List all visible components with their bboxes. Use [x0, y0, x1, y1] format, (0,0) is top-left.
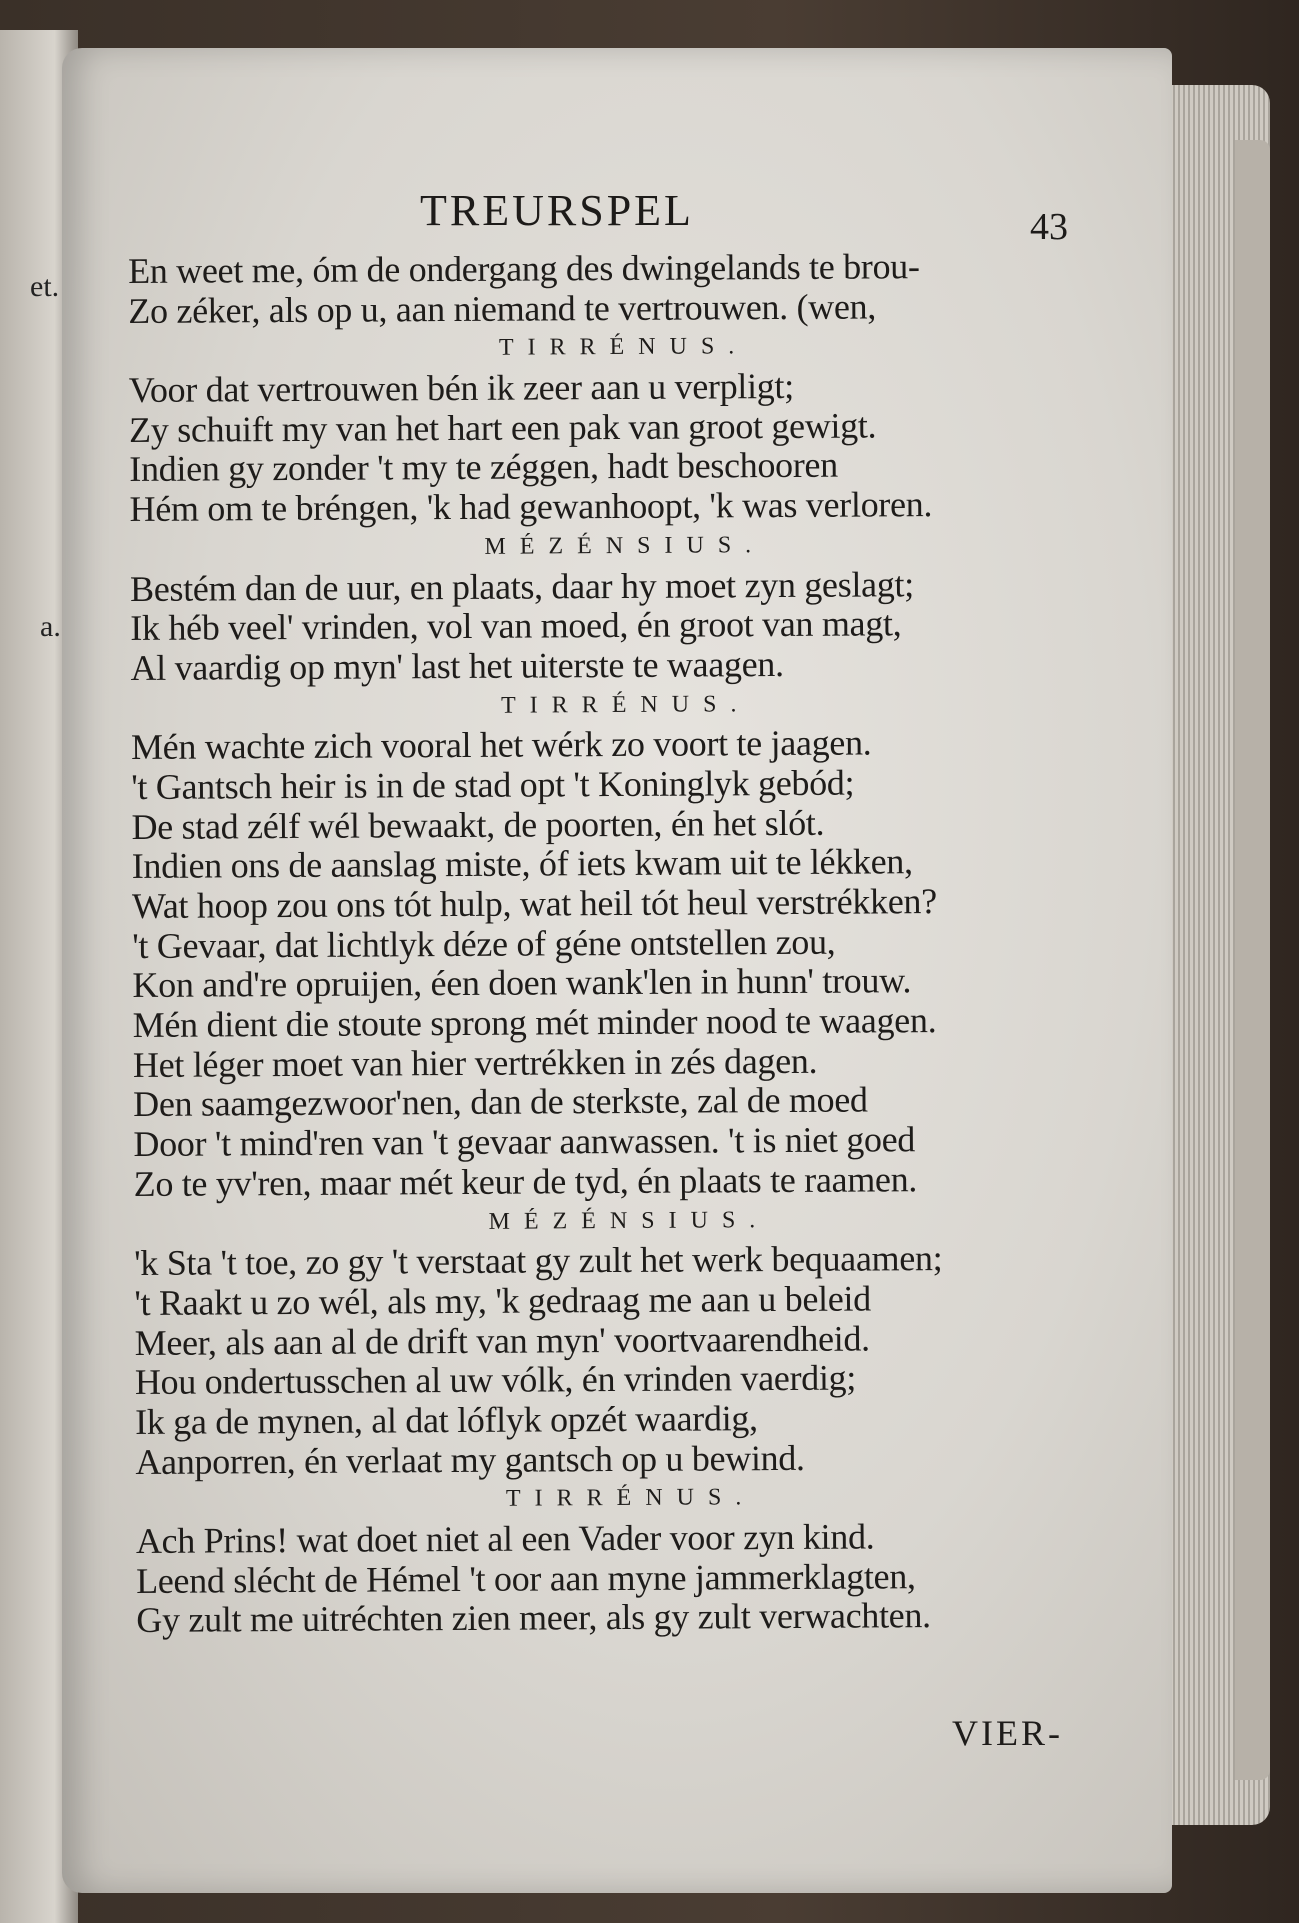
- verse-line: 't Gevaar, dat lichtlyk déze of géne ontstellen zou,: [132, 921, 836, 966]
- verse-line: En weet me, óm de ondergang des dwingelands te brou-: [127, 246, 920, 291]
- page-number: 43: [1030, 206, 1068, 248]
- left-page-fragment: et.: [30, 270, 60, 303]
- verse-line: De stad zélf wél bewaakt, de poorten, én het slót.: [131, 802, 825, 847]
- verse-line: 't Raakt u zo wél, als my, 'k gedraag me aan u beleid: [134, 1278, 872, 1323]
- verse-line: Zo te yv'ren, maar mét keur de tyd, én plaats te raamen.: [133, 1159, 918, 1204]
- left-page-fragment: a.: [40, 610, 61, 643]
- verse-line: Meer, als aan al de drift van myn' voortvaarendheid.: [134, 1318, 870, 1363]
- verse-line: 'k Sta 't toe, zo gy 't verstaat gy zult het werk bequaamen;: [134, 1238, 943, 1284]
- verse-line: Hou ondertusschen al uw vólk, én vrinden vaerdig;: [134, 1357, 857, 1403]
- verse-line: Mén dient die stoute sprong mét minder nood te waagen.: [132, 1000, 937, 1046]
- verse-text: [128, 246, 1096, 1641]
- catchword: VIER-: [952, 1713, 1063, 1753]
- book-cover-edge: [1235, 140, 1270, 1780]
- verse-line: Ach Prins! wat doet niet al een Vader voor zyn kind.: [135, 1516, 875, 1561]
- verse-line: Door 't mind'ren van 't gevaar aanwassen. 't is niet goed: [133, 1119, 916, 1165]
- speaker-name: MÉZÉNSIUS.: [488, 1206, 770, 1235]
- verse-line: Het léger moet van hier vertrékken in zés dagen.: [132, 1040, 818, 1085]
- verse-line: Aanporren, én verlaat my gantsch op u bewind.: [135, 1437, 805, 1482]
- speaker-name: TIRRÉNUS.: [498, 333, 749, 362]
- verse-line: Kon and're opruijen, éen doen wank'len in hunn' trouw.: [132, 960, 912, 1006]
- verse-line: Zo zéker, als op u, aan niemand te vertrouwen. (wen,: [128, 286, 877, 331]
- verse-line: Voor dat vertrouwen bén ik zeer aan u verpligt;: [128, 365, 794, 411]
- running-head: TREURSPEL: [420, 186, 694, 235]
- speaker-name: TIRRÉNUS.: [501, 690, 751, 719]
- verse-line: Ik ga de mynen, al dat lóflyk opzét waardig,: [135, 1398, 758, 1442]
- speaker-name: MÉZÉNSIUS.: [484, 531, 766, 560]
- verse-line: Hém om te bréngen, 'k had gewanhoopt, 'k was verloren.: [129, 484, 933, 530]
- verse-line: Bestém dan de uur, en plaats, daar hy moet zyn geslagt;: [129, 563, 914, 609]
- verse-line: Gy zult me uitréchten zien meer, als gy zult verwachten.: [136, 1595, 931, 1641]
- verse-line: Zy schuift my van het hart een pak van groot gewigt.: [128, 405, 877, 450]
- verse-line: Ik héb veel' vrinden, vol van moed, én groot van magt,: [130, 603, 902, 649]
- verse-line: Leend slécht de Hémel 't oor aan myne jammerklagten,: [135, 1555, 916, 1601]
- verse-line: Indien ons de aanslag miste, óf iets kwam uit te lékken,: [131, 841, 913, 887]
- speaker-name: TIRRÉNUS.: [505, 1484, 756, 1513]
- verse-line: Al vaardig op myn' last het uiterste te waagen.: [130, 643, 784, 688]
- verse-line: 't Gantsch heir is in de stad opt 't Koninglyk gebód;: [131, 762, 855, 807]
- verse-line: Wat hoop zou ons tót hulp, wat heil tót heul verstrékken?: [131, 881, 937, 926]
- verse-line: Den saamgezwoor'nen, dan de sterkste, zal de moed: [133, 1079, 868, 1125]
- verse-line: Indien gy zonder 't my te zéggen, hadt beschooren: [129, 445, 838, 490]
- verse-line: Mén wachte zich vooral het wérk zo voort te jaagen.: [130, 722, 872, 768]
